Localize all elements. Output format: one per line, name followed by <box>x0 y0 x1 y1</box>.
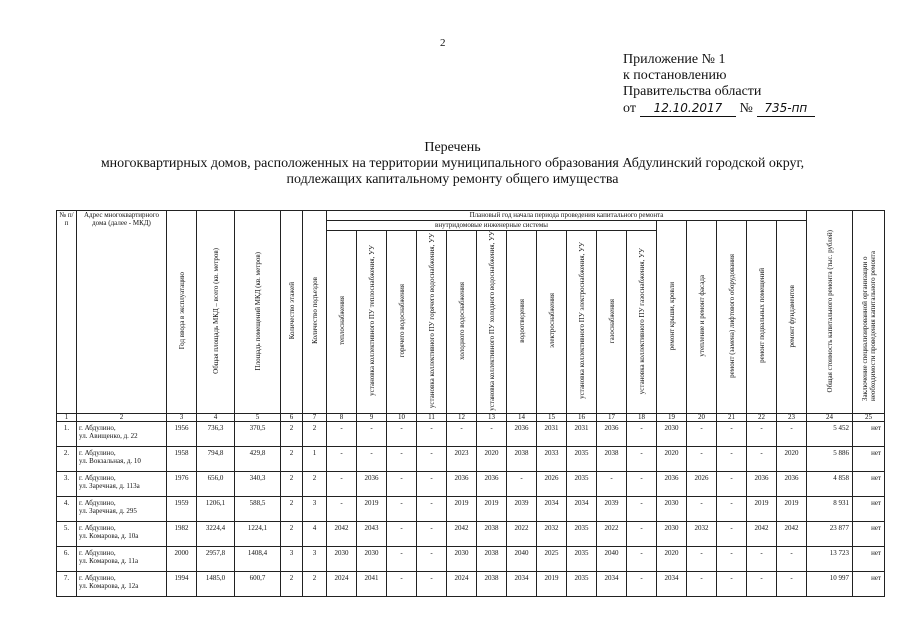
table-row <box>57 546 885 571</box>
table-cell: 2020 <box>657 546 687 571</box>
header-premises-area: Площадь помещений МКД (кв. метров) <box>235 211 281 414</box>
table-cell: 2034 <box>537 496 567 521</box>
table-cell: 2042 <box>447 521 477 546</box>
table-cell: - <box>747 421 777 446</box>
header-pu-hot-water: установка коллективного ПУ горячего водоснабжения, УУ <box>417 231 447 414</box>
address-city: г. Абдулино, <box>79 423 116 432</box>
table-cell: - <box>717 521 747 546</box>
header-planned-year: Плановый год начала периода проведения капитального ремонта <box>327 211 807 221</box>
table-cell: 2036 <box>477 471 507 496</box>
table-cell: 2035 <box>567 546 597 571</box>
table-cell: 2040 <box>597 546 627 571</box>
column-number: 12 <box>447 413 477 421</box>
header-entrances: Количество подъездов <box>303 211 327 414</box>
column-number: 10 <box>387 413 417 421</box>
table-cell: - <box>447 421 477 446</box>
table-cell: 1958 <box>167 446 197 471</box>
table-cell: 13 723 <box>807 546 853 571</box>
row-number: 7. <box>57 571 77 596</box>
table-cell: - <box>327 446 357 471</box>
table-cell: 1485,0 <box>197 571 235 596</box>
table-cell: 2035 <box>567 571 597 596</box>
table-cell: 1408,4 <box>235 546 281 571</box>
header-gas: газоснабжения <box>597 231 627 414</box>
table-cell: 2032 <box>537 521 567 546</box>
table-cell: нет <box>853 471 885 496</box>
column-number: 2 <box>77 413 167 421</box>
address-street: ул. Комарова, д. 11а <box>79 556 139 565</box>
document-title <box>0 140 905 188</box>
table-cell: 2019 <box>537 571 567 596</box>
header-electricity: электроснабжения <box>537 231 567 414</box>
header-facade: утепление и ремонт фасада <box>687 221 717 414</box>
table-cell: 2 <box>281 471 303 496</box>
row-address <box>77 571 167 596</box>
header-cold-water: холодного водоснабжения <box>447 231 477 414</box>
table-row <box>57 471 885 496</box>
table-cell: 2020 <box>777 446 807 471</box>
table-cell: нет <box>853 446 885 471</box>
column-number: 14 <box>507 413 537 421</box>
table-cell: - <box>417 521 447 546</box>
table-cell: 2019 <box>747 496 777 521</box>
table-cell: - <box>417 446 447 471</box>
table-cell: - <box>357 421 387 446</box>
table-cell: 3 <box>303 546 327 571</box>
table-cell: - <box>387 446 417 471</box>
title-line-3: подлежащих капитальному ремонту общего имущества <box>286 172 619 187</box>
row-address <box>77 546 167 571</box>
table-cell: нет <box>853 571 885 596</box>
column-number: 18 <box>627 413 657 421</box>
header-heating: теплоснабжения <box>327 231 357 414</box>
table-cell: - <box>417 546 447 571</box>
table-cell: 2038 <box>477 546 507 571</box>
table-cell: 2 <box>281 496 303 521</box>
table-cell: 794,8 <box>197 446 235 471</box>
column-number: 16 <box>567 413 597 421</box>
header-basement: ремонт подвальных помещений <box>747 221 777 414</box>
column-number: 6 <box>281 413 303 421</box>
table-cell: 2038 <box>477 521 507 546</box>
header-pu-heating: установка коллективного ПУ теплоснабжения, УУ <box>357 231 387 414</box>
address-city: г. Абдулино, <box>79 498 116 507</box>
table-cell: 2034 <box>657 571 687 596</box>
table-cell: - <box>417 496 447 521</box>
table-row <box>57 421 885 446</box>
header-roof: ремонт крыши, кровли <box>657 221 687 414</box>
row-address <box>77 421 167 446</box>
table-cell: - <box>687 546 717 571</box>
table-cell: - <box>357 446 387 471</box>
table-cell: 10 997 <box>807 571 853 596</box>
table-cell: 2 <box>303 471 327 496</box>
table-cell: 2038 <box>477 571 507 596</box>
table-cell: - <box>597 471 627 496</box>
row-number: 3. <box>57 471 77 496</box>
table-cell: 2034 <box>597 571 627 596</box>
address-street: ул. Авищенко, д. 22 <box>79 431 138 440</box>
table-cell: - <box>777 571 807 596</box>
address-street: ул. Заречная, д. 113а <box>79 481 140 490</box>
address-city: г. Абдулино, <box>79 473 116 482</box>
table-cell: - <box>387 421 417 446</box>
header-foundation: ремонт фундаментов <box>777 221 807 414</box>
header-pu-gas: установка коллективного ПУ газоснабжения, УУ <box>627 231 657 414</box>
table-cell: 4 858 <box>807 471 853 496</box>
table-cell: 2035 <box>567 471 597 496</box>
table-cell: - <box>417 471 447 496</box>
table-cell: 2042 <box>327 521 357 546</box>
table-cell: - <box>627 446 657 471</box>
table-cell: - <box>687 496 717 521</box>
table-cell: 2030 <box>657 521 687 546</box>
table-cell: 8 931 <box>807 496 853 521</box>
appendix-line-1: Приложение № 1 <box>623 52 726 67</box>
table-cell: - <box>387 546 417 571</box>
table-cell: 2041 <box>357 571 387 596</box>
table-cell: 2020 <box>477 446 507 471</box>
table-cell: 23 877 <box>807 521 853 546</box>
table-cell: - <box>507 471 537 496</box>
table-cell: 2034 <box>507 571 537 596</box>
date-prefix: от <box>623 101 636 116</box>
row-address <box>77 521 167 546</box>
table-cell: 656,0 <box>197 471 235 496</box>
column-number: 23 <box>777 413 807 421</box>
table-cell: - <box>417 421 447 446</box>
table-cell: - <box>327 421 357 446</box>
table-cell: 3 <box>303 496 327 521</box>
table-cell: - <box>627 571 657 596</box>
table-cell: - <box>627 421 657 446</box>
column-number: 21 <box>717 413 747 421</box>
table-cell: 340,3 <box>235 471 281 496</box>
table-cell: 2020 <box>657 446 687 471</box>
table-cell: 2019 <box>357 496 387 521</box>
table-cell: 2036 <box>777 471 807 496</box>
address-street: ул. Комарова, д. 12а <box>79 581 139 590</box>
row-address <box>77 471 167 496</box>
table-cell: 2 <box>281 446 303 471</box>
column-number: 7 <box>303 413 327 421</box>
table-cell: - <box>327 471 357 496</box>
handwritten-date: 12.10.2017 <box>640 100 736 117</box>
table-cell: - <box>627 546 657 571</box>
table-cell: 1 <box>303 446 327 471</box>
table-cell: 2019 <box>777 496 807 521</box>
appendix-date-line <box>623 100 815 117</box>
table-cell: - <box>717 421 747 446</box>
table-cell: - <box>627 496 657 521</box>
column-number: 19 <box>657 413 687 421</box>
table-cell: 1959 <box>167 496 197 521</box>
table-cell: 2036 <box>747 471 777 496</box>
table-cell: 600,7 <box>235 571 281 596</box>
table-cell: 2034 <box>567 496 597 521</box>
table-cell: нет <box>853 546 885 571</box>
table-cell: 2038 <box>597 446 627 471</box>
table-cell: - <box>687 571 717 596</box>
table-cell: 2 <box>281 571 303 596</box>
column-number: 4 <box>197 413 235 421</box>
table-cell: 2030 <box>657 421 687 446</box>
address-street: ул. Вокзальная, д. 10 <box>79 456 141 465</box>
table-row <box>57 446 885 471</box>
header-year-built: Год ввода в эксплуатацию <box>167 211 197 414</box>
table-cell: 2957,8 <box>197 546 235 571</box>
column-number: 9 <box>357 413 387 421</box>
header-pu-electricity: установка коллективного ПУ электроснабжения, УУ <box>567 231 597 414</box>
header-pu-cold-water: установка коллективного ПУ холодного водоснабжения, УУ <box>477 231 507 414</box>
table-cell: 429,8 <box>235 446 281 471</box>
table-cell: 4 <box>303 521 327 546</box>
table-cell: 2038 <box>507 446 537 471</box>
header-conclusion: Заключение специализированной организации о необходимости проведения капитального ремонта <box>853 211 885 414</box>
column-number: 1 <box>57 413 77 421</box>
table-cell: 1982 <box>167 521 197 546</box>
title-line-1: Перечень <box>424 140 481 155</box>
header-hot-water: горячего водоснабжения <box>387 231 417 414</box>
table-cell: - <box>717 546 747 571</box>
table-cell: - <box>477 421 507 446</box>
table-row <box>57 571 885 596</box>
row-address <box>77 496 167 521</box>
column-number: 20 <box>687 413 717 421</box>
table-cell: 2032 <box>687 521 717 546</box>
column-number: 13 <box>477 413 507 421</box>
row-number: 5. <box>57 521 77 546</box>
table-cell: - <box>687 421 717 446</box>
table-cell: 2036 <box>657 471 687 496</box>
table-cell: 1224,1 <box>235 521 281 546</box>
table-cell: - <box>747 446 777 471</box>
row-number: 4. <box>57 496 77 521</box>
table-cell: 370,5 <box>235 421 281 446</box>
table-cell: 2025 <box>537 546 567 571</box>
header-drainage: водоотведения <box>507 231 537 414</box>
table-cell: 3 <box>281 546 303 571</box>
table-cell: 2030 <box>357 546 387 571</box>
table-cell: 2039 <box>507 496 537 521</box>
row-address <box>77 446 167 471</box>
table-cell: 2030 <box>657 496 687 521</box>
table-cell: - <box>387 471 417 496</box>
row-number: 6. <box>57 546 77 571</box>
handwritten-number: 735-пп <box>757 100 815 117</box>
address-street: ул. Комарова, д. 10а <box>79 531 139 540</box>
table-cell: 2022 <box>507 521 537 546</box>
table-cell: 2000 <box>167 546 197 571</box>
table-cell: 2019 <box>447 496 477 521</box>
table-cell: 1956 <box>167 421 197 446</box>
table-cell: 3224,4 <box>197 521 235 546</box>
table-cell: 2036 <box>597 421 627 446</box>
table-cell: 2042 <box>747 521 777 546</box>
table-cell: - <box>717 496 747 521</box>
table-cell: - <box>777 546 807 571</box>
table-cell: 2036 <box>357 471 387 496</box>
table-cell: 736,3 <box>197 421 235 446</box>
table-cell: 2040 <box>507 546 537 571</box>
table-cell: 2019 <box>477 496 507 521</box>
header-elevator: ремонт (замена) лифтового оборудования <box>717 221 747 414</box>
table-cell: 2033 <box>537 446 567 471</box>
table-cell: 2022 <box>597 521 627 546</box>
column-number: 3 <box>167 413 197 421</box>
table-cell: - <box>717 446 747 471</box>
table-cell: - <box>717 571 747 596</box>
table-cell: 2036 <box>447 471 477 496</box>
table-cell: 2036 <box>507 421 537 446</box>
table-cell: 2030 <box>447 546 477 571</box>
table-cell: - <box>747 546 777 571</box>
column-number: 24 <box>807 413 853 421</box>
column-number: 25 <box>853 413 885 421</box>
table-cell: - <box>417 571 447 596</box>
table-cell: - <box>747 571 777 596</box>
table-cell: 2024 <box>327 571 357 596</box>
table-cell: нет <box>853 496 885 521</box>
address-city: г. Абдулино, <box>79 448 116 457</box>
table-cell: 2 <box>303 421 327 446</box>
appendix-line-3: Правительства области <box>623 84 762 99</box>
table-cell: 588,5 <box>235 496 281 521</box>
address-street: ул. Заречная, д. 295 <box>79 506 137 515</box>
table-cell: - <box>777 421 807 446</box>
table-cell: 2042 <box>777 521 807 546</box>
table-cell: 2 <box>303 571 327 596</box>
table-cell: - <box>387 521 417 546</box>
header-total-area: Общая площадь МКД – всего (кв. метров) <box>197 211 235 414</box>
table-row <box>57 521 885 546</box>
row-number: 2. <box>57 446 77 471</box>
title-line-2: многоквартирных домов, расположенных на территории муниципального образования Абдулинский городской округ, <box>100 156 805 171</box>
table-cell: 2026 <box>537 471 567 496</box>
table-cell: 2030 <box>327 546 357 571</box>
table-cell: 2043 <box>357 521 387 546</box>
number-prefix: № <box>739 101 753 116</box>
table-cell: нет <box>853 521 885 546</box>
table-cell: - <box>327 496 357 521</box>
table-cell: 2035 <box>567 446 597 471</box>
table-cell: 2035 <box>567 521 597 546</box>
table-cell: - <box>627 471 657 496</box>
address-city: г. Абдулино, <box>79 573 116 582</box>
table-cell: 1206,1 <box>197 496 235 521</box>
address-city: г. Абдулино, <box>79 548 116 557</box>
appendix-line-2: к постановлению <box>623 68 727 83</box>
column-number: 11 <box>417 413 447 421</box>
column-number: 8 <box>327 413 357 421</box>
column-number-row <box>57 413 885 421</box>
table-cell: - <box>387 571 417 596</box>
table-cell: - <box>717 471 747 496</box>
table-cell: 2 <box>281 521 303 546</box>
header-num: № п/п <box>57 211 77 414</box>
table-cell: 2031 <box>567 421 597 446</box>
table-cell: нет <box>853 421 885 446</box>
table-cell: 2024 <box>447 571 477 596</box>
table-cell: - <box>387 496 417 521</box>
table-cell: 5 452 <box>807 421 853 446</box>
column-number: 22 <box>747 413 777 421</box>
header-total-cost: Общая стоимость капитального ремонта (тыс. рублей) <box>807 211 853 414</box>
column-number: 5 <box>235 413 281 421</box>
table-cell: 1994 <box>167 571 197 596</box>
header-engineering: внутридомовые инженерные системы <box>327 221 657 231</box>
address-city: г. Абдулино, <box>79 523 116 532</box>
buildings-table <box>56 210 885 597</box>
column-number: 17 <box>597 413 627 421</box>
table-cell: 1976 <box>167 471 197 496</box>
appendix-block <box>623 52 815 117</box>
table-cell: 2026 <box>687 471 717 496</box>
header-address: Адрес многоквартирного дома (далее - МКД) <box>77 211 167 414</box>
table-cell: 2 <box>281 421 303 446</box>
table-row <box>57 496 885 521</box>
table-cell: - <box>627 521 657 546</box>
row-number: 1. <box>57 421 77 446</box>
table-cell: 2031 <box>537 421 567 446</box>
table-cell: 2023 <box>447 446 477 471</box>
column-number: 15 <box>537 413 567 421</box>
header-floors: Количество этажей <box>281 211 303 414</box>
table-cell: 2039 <box>597 496 627 521</box>
table-cell: - <box>687 446 717 471</box>
page-number: 2 <box>440 37 446 49</box>
table-cell: 5 886 <box>807 446 853 471</box>
